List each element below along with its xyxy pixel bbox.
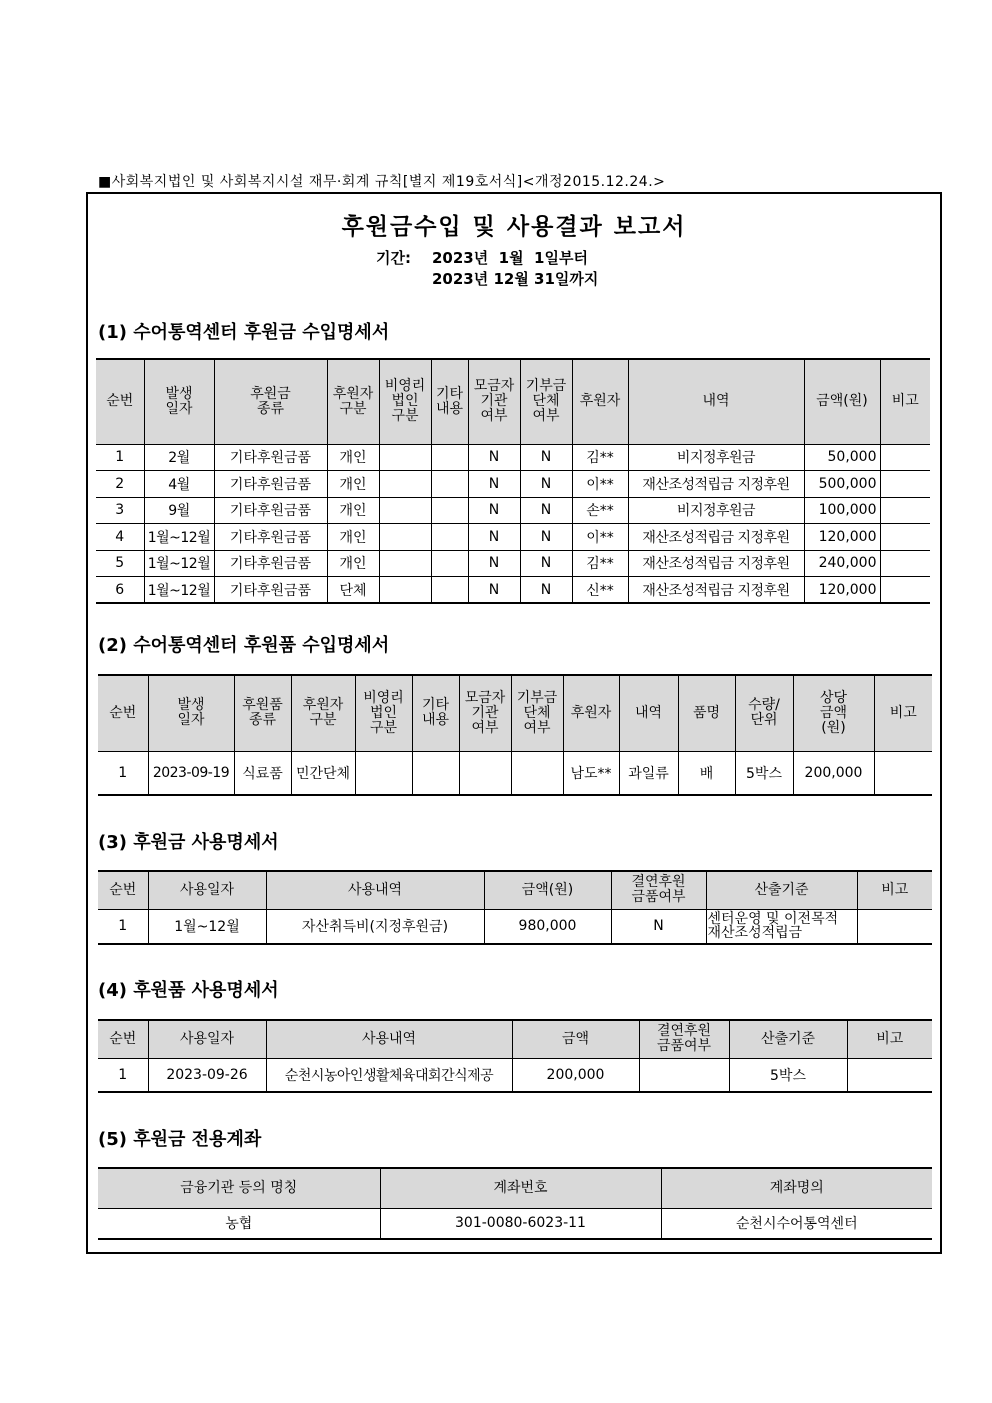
sec4-cell: 순천시농아인생활체육대회간식제공 — [266, 1058, 512, 1092]
table-row — [98, 1058, 932, 1092]
sec3-header-cell: 금액(원) — [484, 871, 611, 909]
sec1-cell: 이** — [572, 524, 628, 551]
sec1-cell: 재산조성적립금 지정후원 — [628, 577, 804, 604]
sec1-cell: 4월 — [144, 471, 214, 498]
sec2-cell: 과일류 — [619, 751, 678, 795]
sec4-cell: 200,000 — [512, 1058, 639, 1092]
sec2-cell: 2023-09-19 — [148, 751, 234, 795]
sec5-header-cell: 계좌명의 — [661, 1168, 932, 1208]
sec1-cell: 비지정후원금 — [628, 497, 804, 524]
period-start: 2023년 1월 1일부터 — [432, 249, 588, 267]
sec3-header-cell: 산출기준 — [706, 871, 857, 909]
sec2-cell: 200,000 — [793, 751, 874, 795]
sec1-cell — [431, 471, 468, 498]
sec3-header-cell: 사용일자 — [148, 871, 266, 909]
sec1-cell: N — [468, 444, 520, 471]
sec1-cell: 기타후원금품 — [214, 577, 327, 604]
sec1-cell: 100,000 — [804, 497, 880, 524]
sec1-cell: 1월~12월 — [144, 550, 214, 577]
sec1-header-cell: 발생 일자 — [144, 359, 214, 444]
sec3-cell: N — [611, 909, 706, 944]
sec2-header-cell: 후원자 구분 — [291, 675, 355, 751]
sec3-header-cell: 순번 — [98, 871, 148, 909]
sec1-cell: N — [520, 444, 572, 471]
account-table — [98, 1167, 932, 1240]
table-row — [98, 1208, 932, 1239]
table-row — [96, 444, 930, 471]
sec1-cell: 3 — [96, 497, 144, 524]
sec1-header-cell: 내역 — [628, 359, 804, 444]
sec2-cell — [355, 751, 412, 795]
sec4-header-cell: 사용일자 — [148, 1020, 266, 1058]
sec1-cell — [880, 550, 930, 577]
sec2-cell: 식료품 — [234, 751, 291, 795]
sec1-cell: 1월~12월 — [144, 524, 214, 551]
sec2-header-cell: 후원자 — [563, 675, 619, 751]
sec4-cell: 2023-09-26 — [148, 1058, 266, 1092]
sec1-cell: 500,000 — [804, 471, 880, 498]
sec1-cell: 개인 — [327, 524, 379, 551]
sec1-cell: 개인 — [327, 550, 379, 577]
sec1-header-cell: 기부금 단체 여부 — [520, 359, 572, 444]
sec2-cell: 1 — [98, 751, 148, 795]
period-end: 2023년 12월 31일까지 — [432, 270, 599, 288]
section3-heading: (3) 후원금 사용명세서 — [98, 832, 279, 853]
sec1-cell: N — [468, 524, 520, 551]
section2-heading: (2) 수어통역센터 후원품 수입명세서 — [98, 635, 390, 656]
sec2-cell: 남도** — [563, 751, 619, 795]
sec2-cell: 배 — [678, 751, 735, 795]
section5-heading: (5) 후원금 전용계좌 — [98, 1129, 262, 1150]
table-row — [98, 909, 932, 944]
sec1-cell: 2 — [96, 471, 144, 498]
sec1-cell: 4 — [96, 524, 144, 551]
sec1-header-cell: 모금자 기관 여부 — [468, 359, 520, 444]
sec1-cell: 김** — [572, 444, 628, 471]
sec1-header-cell: 비영리 법인 구분 — [379, 359, 431, 444]
sec2-header-cell: 수량/ 단위 — [735, 675, 793, 751]
sec1-cell: 기타후원금품 — [214, 524, 327, 551]
sec5-cell: 순천시수어통역센터 — [661, 1208, 932, 1239]
donation-income-table — [96, 358, 930, 604]
sec2-cell — [874, 751, 932, 795]
sec5-header-cell: 계좌번호 — [380, 1168, 661, 1208]
sec1-cell: 재산조성적립금 지정후원 — [628, 524, 804, 551]
sec1-cell: 기타후원금품 — [214, 550, 327, 577]
sec1-cell: 김** — [572, 550, 628, 577]
sec1-cell: N — [520, 550, 572, 577]
sec1-cell — [379, 550, 431, 577]
sec1-cell: N — [520, 497, 572, 524]
sec1-cell — [379, 497, 431, 524]
sec1-cell: 120,000 — [804, 524, 880, 551]
sec1-cell — [431, 497, 468, 524]
sec1-cell — [379, 577, 431, 604]
sec1-cell: N — [468, 577, 520, 604]
sec2-cell: 5박스 — [735, 751, 793, 795]
sec3-cell: 자산취득비(지정후원금) — [266, 909, 484, 944]
sec2-header-cell: 기부금 단체 여부 — [511, 675, 563, 751]
sec2-header-cell: 모금자 기관 여부 — [459, 675, 511, 751]
sec2-cell — [459, 751, 511, 795]
sec4-header-cell: 산출기준 — [729, 1020, 847, 1058]
sec1-cell: 신** — [572, 577, 628, 604]
sec1-cell: 1 — [96, 444, 144, 471]
sec2-cell: 민간단체 — [291, 751, 355, 795]
sec1-header-cell: 후원자 구분 — [327, 359, 379, 444]
sec3-header-cell: 결연후원 금품여부 — [611, 871, 706, 909]
table-header-row — [98, 1020, 932, 1058]
report-frame — [86, 192, 942, 1254]
sec3-cell: 센터운영 및 이전목적 재산조성적립금 — [706, 909, 857, 944]
sec1-cell: 기타후원금품 — [214, 444, 327, 471]
sec2-cell — [511, 751, 563, 795]
sec1-header-cell: 후원금 종류 — [214, 359, 327, 444]
sec3-cell: 980,000 — [484, 909, 611, 944]
report-period — [376, 248, 598, 290]
donation-usage-table — [98, 870, 932, 945]
sec1-cell: 개인 — [327, 497, 379, 524]
sec2-header-cell: 비고 — [874, 675, 932, 751]
sec4-cell — [847, 1058, 932, 1092]
sec4-cell — [639, 1058, 729, 1092]
sec1-cell: N — [520, 524, 572, 551]
sec1-cell: 기타후원금품 — [214, 471, 327, 498]
sec1-cell — [431, 444, 468, 471]
sec1-cell: 6 — [96, 577, 144, 604]
table-header-row — [96, 359, 930, 444]
sec4-header-cell: 비고 — [847, 1020, 932, 1058]
sec1-cell — [880, 497, 930, 524]
sec5-cell: 농협 — [98, 1208, 380, 1239]
sec1-cell: 이** — [572, 471, 628, 498]
sec4-header-cell: 결연후원 금품여부 — [639, 1020, 729, 1058]
sec1-cell: 개인 — [327, 444, 379, 471]
sec1-cell: 비지정후원금 — [628, 444, 804, 471]
sec1-cell: N — [520, 471, 572, 498]
sec1-cell — [880, 471, 930, 498]
sec3-cell — [857, 909, 932, 944]
sec1-cell — [431, 524, 468, 551]
sec1-cell: 단체 — [327, 577, 379, 604]
sec1-header-cell: 금액(원) — [804, 359, 880, 444]
sec1-cell: 재산조성적립금 지정후원 — [628, 471, 804, 498]
section4-heading: (4) 후원품 사용명세서 — [98, 980, 279, 1001]
sec2-header-cell: 기타 내용 — [412, 675, 459, 751]
report-title: 후원금수입 및 사용결과 보고서 — [341, 214, 687, 240]
sec1-cell — [379, 524, 431, 551]
table-header-row — [98, 1168, 932, 1208]
table-header-row — [98, 675, 932, 751]
sec2-cell — [412, 751, 459, 795]
sec4-cell: 1 — [98, 1058, 148, 1092]
sec1-cell: 1월~12월 — [144, 577, 214, 604]
sec2-header-cell: 품명 — [678, 675, 735, 751]
sec1-cell: 2월 — [144, 444, 214, 471]
sec1-cell: 120,000 — [804, 577, 880, 604]
sec2-header-cell: 내역 — [619, 675, 678, 751]
sec1-cell: N — [468, 497, 520, 524]
sec1-header-cell: 비고 — [880, 359, 930, 444]
sec4-header-cell: 금액 — [512, 1020, 639, 1058]
sec3-header-cell: 사용내역 — [266, 871, 484, 909]
table-row — [96, 550, 930, 577]
form-reference: ■사회복지법인 및 사회복지시설 재무·회계 규칙[별지 제19호서식]<개정2015.12.24.> — [98, 174, 666, 190]
sec5-cell: 301-0080-6023-11 — [380, 1208, 661, 1239]
section1-heading: (1) 수어통역센터 후원금 수입명세서 — [98, 322, 390, 343]
sec1-cell — [431, 550, 468, 577]
sec1-cell: 기타후원금품 — [214, 497, 327, 524]
sec1-cell: N — [520, 577, 572, 604]
sec1-cell — [880, 444, 930, 471]
goods-income-table — [98, 674, 932, 796]
sec1-header-cell: 후원자 — [572, 359, 628, 444]
sec1-cell: 손** — [572, 497, 628, 524]
table-row — [96, 471, 930, 498]
sec5-header-cell: 금융기관 등의 명칭 — [98, 1168, 380, 1208]
sec1-cell: 9월 — [144, 497, 214, 524]
sec1-cell: 50,000 — [804, 444, 880, 471]
table-row — [96, 524, 930, 551]
sec4-header-cell: 순번 — [98, 1020, 148, 1058]
sec2-header-cell: 비영리 법인 구분 — [355, 675, 412, 751]
sec1-cell — [379, 471, 431, 498]
sec3-cell: 1월~12월 — [148, 909, 266, 944]
sec2-header-cell: 후원품 종류 — [234, 675, 291, 751]
sec2-header-cell: 순번 — [98, 675, 148, 751]
table-row — [96, 577, 930, 604]
sec1-cell — [880, 524, 930, 551]
sec3-header-cell: 비고 — [857, 871, 932, 909]
sec1-cell: N — [468, 471, 520, 498]
sec1-cell: 개인 — [327, 471, 379, 498]
sec4-header-cell: 사용내역 — [266, 1020, 512, 1058]
sec1-cell: 5 — [96, 550, 144, 577]
sec1-header-cell: 기타 내용 — [431, 359, 468, 444]
sec2-header-cell: 발생 일자 — [148, 675, 234, 751]
sec1-header-cell: 순번 — [96, 359, 144, 444]
table-row — [98, 751, 932, 795]
table-row — [96, 497, 930, 524]
sec1-cell: 재산조성적립금 지정후원 — [628, 550, 804, 577]
sec1-cell — [431, 577, 468, 604]
sec1-cell: N — [468, 550, 520, 577]
sec1-cell — [880, 577, 930, 604]
period-label: 기간: — [376, 249, 411, 267]
sec1-cell — [379, 444, 431, 471]
table-header-row — [98, 871, 932, 909]
sec3-cell: 1 — [98, 909, 148, 944]
sec1-cell: 240,000 — [804, 550, 880, 577]
sec2-header-cell: 상당 금액 (원) — [793, 675, 874, 751]
sec4-cell: 5박스 — [729, 1058, 847, 1092]
goods-usage-table — [98, 1019, 932, 1093]
